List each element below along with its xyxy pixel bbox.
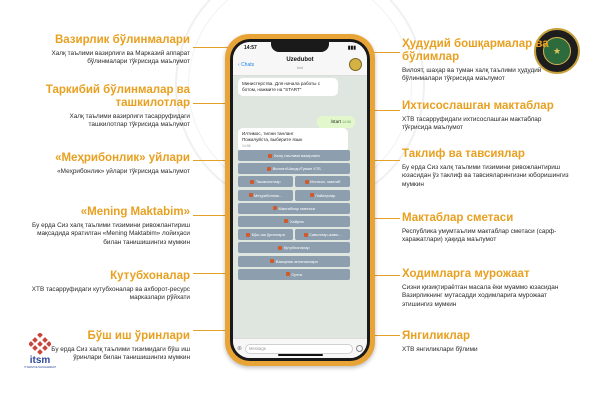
- chat-status: bot: [297, 65, 303, 70]
- feature-title: Янгиликлар: [402, 330, 471, 342]
- feature-title: Мактаблар сметаси: [402, 212, 514, 224]
- money-icon: [273, 206, 277, 210]
- feature-news: [402, 330, 572, 354]
- feature-desc: «Меҳрибонлик» уйлари тўғрисида маълумот: [57, 168, 190, 175]
- building-icon: [267, 167, 271, 171]
- feature-desc: ХТВ тасарруфидаги ихтисослашган мактаблар тўғрисида маълумот: [402, 116, 542, 132]
- itsm-logo-mark-icon: [29, 333, 51, 355]
- feature-desc: Вилоят, шаҳар ва туман халқ таълими ҳудудий бўлинмалари тўғрисида маълумот: [402, 67, 542, 83]
- status-time: 14:57: [244, 45, 257, 51]
- key-ministry[interactable]: Халқ таълими вазирлиги: [238, 150, 350, 161]
- chat-name: Uzedubot: [286, 57, 314, 63]
- feature-desc: ХТВ янгиликлари бўлими: [402, 346, 478, 353]
- school-icon: [305, 180, 309, 184]
- feature-title: Кутубхоналар: [110, 270, 190, 282]
- key-organizations[interactable]: Ташкилотлар: [238, 176, 293, 187]
- clipboard-icon: [310, 193, 314, 197]
- feature-title: «Меҳрибонлик» уйлари: [55, 152, 190, 164]
- battery-icon: ▮▮▮: [347, 45, 356, 51]
- question-icon: [304, 233, 308, 237]
- phone-notch: [271, 42, 329, 52]
- feature-suggestions: [402, 148, 572, 189]
- bot-message-language: [238, 128, 348, 152]
- bot-message-greeting: Министерства. Для начала работы с ботом, нажмите на "START": [238, 78, 338, 96]
- back-label: Chats: [241, 61, 255, 68]
- feature-specialized-schools: [402, 100, 572, 133]
- logo-text: itsm: [29, 355, 51, 366]
- feature-mening-maktabim: [30, 206, 190, 247]
- key-vacancies[interactable]: Бўш иш ўринлари: [238, 229, 293, 240]
- user-message: [317, 116, 355, 128]
- feature-desc: Республика умумтаълим мактаблар сметаси (сарф-харажатлари) ҳақида маълумот: [402, 228, 557, 244]
- feature-desc: Бу ерда Сиз халқ таълими тизимини ривожлантириш юзасидан ўз таклиф ва тавсияларингизни юборишингиз мумкин: [402, 164, 569, 188]
- feature-title: Ҳудудий бошқармалар ва бўлимлар: [402, 38, 549, 63]
- itsm-logo: [22, 333, 58, 369]
- key-school-budget[interactable]: Мактаблар сметаси: [238, 203, 350, 214]
- home-indicator: [278, 354, 323, 356]
- feature-desc: Бу ерда Сиз халқ таълими тизимидаги бўш иш ўринлари билан танишишингиз мумкин: [51, 346, 190, 362]
- office-icon: [250, 180, 254, 184]
- bot-avatar[interactable]: [349, 58, 362, 71]
- feature-title: Вазирлик бўлинмалари: [54, 34, 190, 46]
- feature-title: Ходимларга мурожаат: [402, 268, 530, 280]
- key-specialized-schools[interactable]: Ихтисос. мактаб: [295, 176, 350, 187]
- feature-desc: Бу ерда Сиз халқ таълими тизимини ривожлантириш мақсадида яратилган «Mening Maktabim» лойиҳаси билан танишишингиз мумкин: [32, 222, 190, 246]
- book-icon: [278, 246, 282, 250]
- newspaper-icon: [270, 259, 274, 263]
- key-back[interactable]: Ортга: [238, 269, 350, 280]
- logo-subtext: IT SERVICE MANAGEMENT: [23, 366, 57, 369]
- key-charity[interactable]: Хайрия: [238, 216, 350, 227]
- sent-time: 14:56: [342, 120, 351, 124]
- back-chats-button[interactable]: ‹ Chats: [238, 61, 255, 68]
- sent-text: /start: [330, 119, 341, 124]
- key-libraries[interactable]: Кутубхоналар: [238, 242, 350, 253]
- key-regional[interactable]: Вилоят/Шаҳар/Туман ХТБ: [238, 163, 350, 174]
- reply-line-1: Илтимос, тилни танланг: [242, 131, 294, 136]
- heart-icon: [284, 219, 288, 223]
- key-projects[interactable]: Лойиҳалар: [295, 190, 350, 201]
- reply-line-2: Пожалуйста, выберите язык: [242, 137, 303, 142]
- briefcase-icon: [246, 233, 250, 237]
- feature-title: Бўш иш ўринлари: [87, 330, 190, 342]
- reply-time: 14:56: [242, 144, 251, 148]
- emblem-star-icon: ★: [543, 37, 571, 65]
- key-faq[interactable]: Саволлар-жаво...: [295, 229, 350, 240]
- bot-keyboard: [238, 150, 350, 282]
- feature-mehribonlik: [30, 152, 190, 176]
- feature-desc: ХТВ тасарруфидаги кутубхоналар ва ахборот-ресурс марказлари рўйхати: [31, 286, 190, 302]
- house-icon: [249, 193, 253, 197]
- feature-school-budget: [402, 212, 572, 245]
- back-arrow-icon: [286, 272, 290, 276]
- feature-title: «Mening Maktabim»: [80, 206, 190, 218]
- key-mehribonlik[interactable]: Меҳрибонлик...: [238, 190, 293, 201]
- attach-icon[interactable]: ⊕: [237, 346, 243, 352]
- phone-screen: [233, 42, 367, 358]
- feature-desc: Халқ таълими вазирлиги ва Марказий аппарат бўлинмалари тўғрисида маълумот: [51, 50, 190, 66]
- feature-ministry-units: [30, 34, 190, 67]
- feature-regional-departments: [402, 38, 572, 84]
- feature-title: Ихтисослашган мактаблар: [402, 100, 554, 112]
- feature-libraries: [30, 270, 190, 303]
- key-news[interactable]: Вазирлик янгиликлари: [238, 256, 350, 267]
- feature-title: Таркибий бўлинмалар ва ташкилотлар: [45, 84, 190, 109]
- phone-mockup: [225, 34, 375, 366]
- microphone-icon[interactable]: [356, 345, 363, 352]
- feature-staff-appeal: [402, 268, 572, 309]
- feature-structural-units: [30, 84, 190, 130]
- flag-icon: [268, 154, 272, 158]
- message-input[interactable]: Message: [245, 344, 353, 354]
- feature-desc: Халқ таълими вазирлиги тасарруфидаги ташкилотлар тўғрисида маълумот: [69, 113, 190, 129]
- feature-desc: Сизни қизиқтираётган масала ёки муаммо юзасидан Вазирликнинг мутасадди ходимларига мурожаат этишингиз мумкин: [402, 284, 559, 308]
- feature-title: Таклиф ва тавсиялар: [402, 148, 525, 160]
- phone-bezel: [230, 39, 370, 361]
- chat-header: [233, 54, 367, 76]
- connector-line: [193, 47, 231, 48]
